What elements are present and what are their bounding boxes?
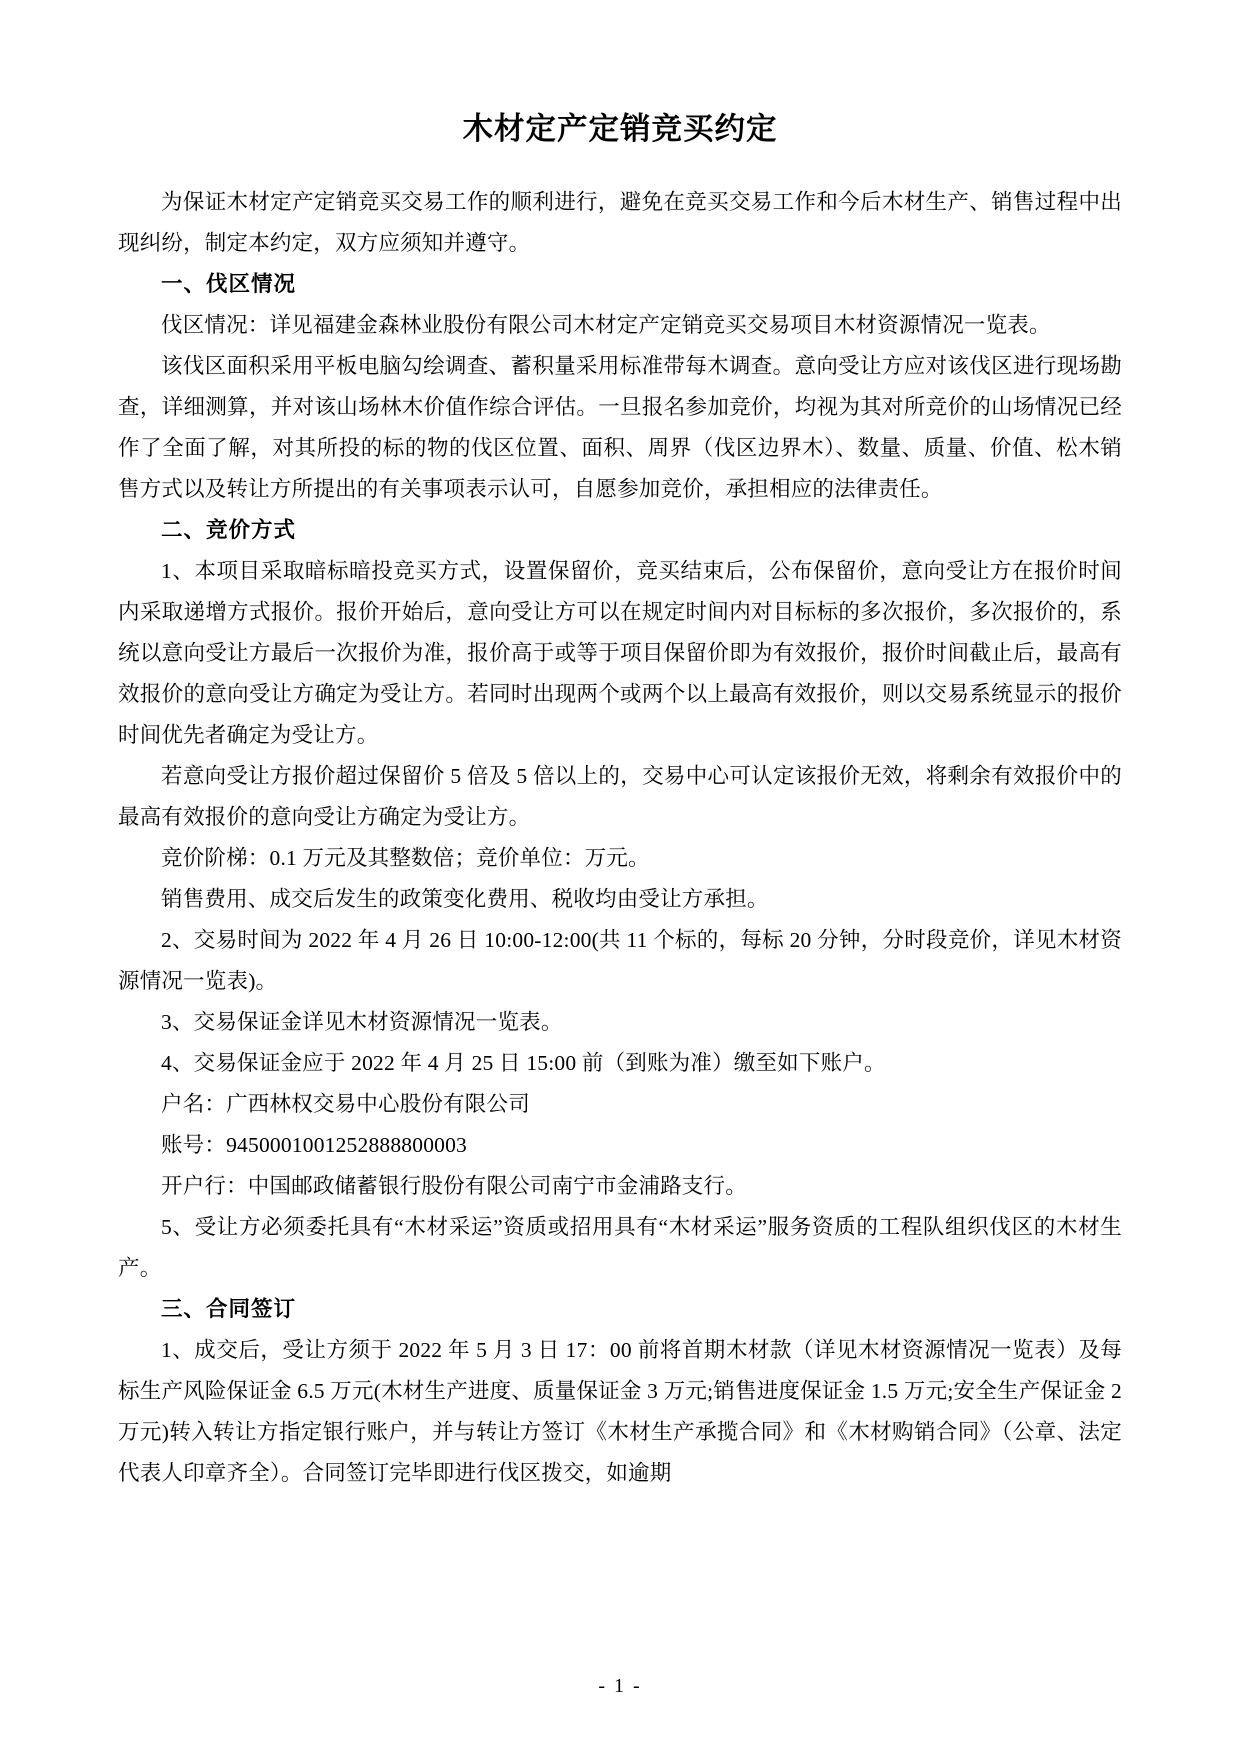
paragraph-invalid-bid-rule: 若意向受让方报价超过保留价 5 倍及 5 倍以上的，交易中心可认定该报价无效，将剩余有效报价中的最高有效报价的意向受让方确定为受让方。 — [118, 764, 1122, 829]
paragraph-trade-time: 2、交易时间为 2022 年 4 月 26 日 10:00-12:00(共 11 个标的，每标 20 分钟，分时段竞价，详见木材资源情况一览表)。 — [118, 928, 1122, 993]
section-heading-bidding-method: 二、竞价方式 — [161, 518, 297, 542]
page-title: 木材定产定销竞买约定 — [462, 112, 778, 146]
paragraph-cutting-area-detail: 伐区情况：详见福建金森林业股份有限公司木材定产定销竞买交易项目木材资源情况一览表。 — [161, 313, 1051, 337]
paragraph-account-name: 户名：广西林权交易中心股份有限公司 — [161, 1092, 530, 1116]
page-number: - 1 - — [598, 1675, 642, 1697]
paragraph-contract-payment: 1、成交后，受让方须于 2022 年 5 月 3 日 17：00 前将首期木材款（详见木材资源情况一览表）及每标生产风险保证金 6.5 万元(木材生产进度、质量保证金 3 万元;销售进度保证金 1.5 万元;安全生产保证金 2 万元)转入转让方指定银行账户，并与转让方签订《木材生产承揽合同》和《木材购销合同》（公章、法定代表人印章齐全）。合同签订完毕即进行伐区拨交，如逾期 — [118, 1338, 1122, 1485]
paragraph-fees: 销售费用、成交后发生的政策变化费用、税收均由受让方承担。 — [161, 887, 769, 911]
section-heading-cutting-area: 一、伐区情况 — [161, 272, 297, 296]
section-heading-contract-signing: 三、合同签订 — [161, 1297, 297, 1321]
paragraph-deposit-reference: 3、交易保证金详见木材资源情况一览表。 — [161, 1010, 563, 1034]
paragraph-qualification-requirement: 5、受让方必须委托具有“木材采运”资质或招用具有“木材采运”服务资质的工程队组织伐区的木材生产。 — [118, 1215, 1122, 1280]
paragraph-deposit-deadline: 4、交易保证金应于 2022 年 4 月 25 日 15:00 前（到账为准）缴至如下账户。 — [161, 1051, 886, 1075]
paragraph-survey-method: 该伐区面积采用平板电脑勾绘调查、蓄积量采用标准带每木调查。意向受让方应对该伐区进行现场勘查，详细测算，并对该山场林木价值作综合评估。一旦报名参加竞价，均视为其对所竞价的山场情况已经作了全面了解，对其所投的标的物的伐区位置、面积、周界（伐区边界木）、数量、质量、价值、松木销售方式以及转让方所提出的有关事项表示认可，自愿参加竞价，承担相应的法律责任。 — [118, 354, 1122, 501]
paragraph-account-number: 账号：9450001001252888800003 — [161, 1133, 468, 1157]
paragraph-account-bank: 开户行：中国邮政储蓄银行股份有限公司南宁市金浦路支行。 — [161, 1174, 747, 1198]
paragraph-intro: 为保证木材定产定销竞买交易工作的顺利进行，避免在竞买交易工作和今后木材生产、销售过程中出现纠纷，制定本约定，双方应须知并遵守。 — [118, 190, 1122, 255]
paragraph-bidding-rules: 1、本项目采取暗标暗投竞买方式，设置保留价，竞买结束后，公布保留价，意向受让方在报价时间内采取递增方式报价。报价开始后，意向受让方可以在规定时间内对目标标的多次报价，多次报价的，系统以意向受让方最后一次报价为准，报价高于或等于项目保留价即为有效报价，报价时间截止后，最高有效报价的意向受让方确定为受让方。若同时出现两个或两个以上最高有效报价，则以交易系统显示的报价时间优先者确定为受让方。 — [118, 559, 1122, 747]
paragraph-bid-increment: 竞价阶梯：0.1 万元及其整数倍；竞价单位：万元。 — [161, 846, 650, 870]
